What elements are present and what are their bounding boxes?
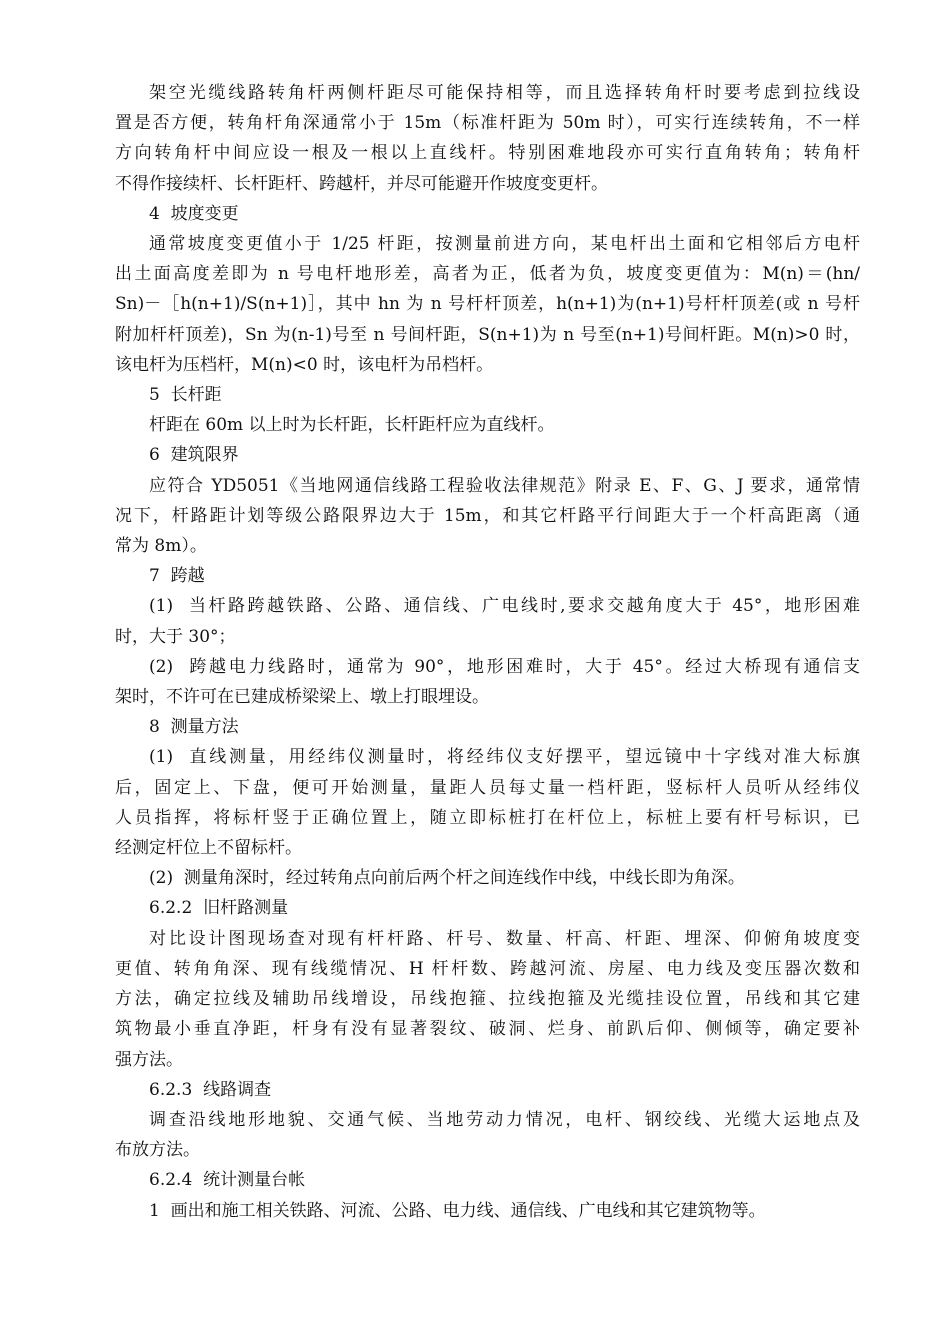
text-line: (1) 直线测量，用经纬仪测量时，将经纬仪支好摆平，望远镜中十字线对准大标旗 xyxy=(149,747,860,768)
section-heading xyxy=(115,1075,860,1105)
text-line: 时，大于 30°； xyxy=(115,626,236,647)
text-line: 6.2.3 线路调查 xyxy=(149,1079,272,1100)
body-paragraph xyxy=(115,1196,860,1226)
text-line: 应符合 YD5051《当地网通信线路工程验收法律规范》附录 E、F、G、J 要求，通常情 xyxy=(149,475,860,496)
body-paragraph xyxy=(115,410,860,440)
body-paragraph xyxy=(115,471,860,562)
text-line: 后，固定上、下盘，便可开始测量，量距人员每丈量一档杆距，竖标杆人员听从经纬仪 xyxy=(115,777,860,798)
text-line: 架空光缆线路转角杆两侧杆距尽可能保持相等，而且选择转角杆时要考虑到拉线设 xyxy=(149,83,860,103)
text-line: 方向转角杆中间应设一根及一根以上直线杆。特别困难地段亦可实行直角转角；转角杆 xyxy=(115,143,860,164)
text-line: 常为 8m）。 xyxy=(115,536,207,557)
text-line: (2) 测量角深时，经过转角点向前后两个杆之间连线作中线，中线长即为角深。 xyxy=(149,868,745,889)
section-heading xyxy=(115,199,860,229)
section-heading xyxy=(115,893,860,923)
text-line: 附加杆杆顶差)，Sn 为(n-1)号至 n 号间杆距，S(n+1)为 n 号至(n+1)号间杆距。M(n)>0 时， xyxy=(115,324,860,345)
text-line: 置是否方便，转角杆角深通常小于 15m（标准杆距为 50m 时），可实行连续转角，不一样 xyxy=(115,113,860,134)
text-line: (1) 当杆路跨越铁路、公路、通信线、广电线时,要求交越角度大于 45°，地形困难 xyxy=(149,596,860,617)
text-line: 出土面高度差即为 n 号电杆地形差，高者为正，低者为负，坡度变更值为：M(n)＝(hn/ xyxy=(115,264,860,285)
text-line: 7 跨越 xyxy=(149,566,205,587)
text-line: 况下，杆路距计划等级公路限界边大于 15m，和其它杆路平行间距大于一个杆高距离（通 xyxy=(115,505,860,526)
section-heading xyxy=(115,440,860,470)
section-heading xyxy=(115,712,860,742)
body-paragraph xyxy=(115,229,860,380)
text-line: 强方法。 xyxy=(115,1049,183,1070)
body-paragraph xyxy=(115,591,860,651)
section-heading xyxy=(115,561,860,591)
text-line: 5 长杆距 xyxy=(149,385,222,406)
text-line: 该电杆为压档杆，M(n)<0 时，该电杆为吊档杆。 xyxy=(115,354,494,375)
text-line: 4 坡度变更 xyxy=(149,203,239,224)
text-line: 1 画出和施工相关铁路、河流、公路、电力线、通信线、广电线和其它建筑物等。 xyxy=(149,1200,766,1221)
text-line: 布放方法。 xyxy=(115,1140,200,1161)
text-line: Sn)－［h(n+1)/S(n+1)］，其中 hn 为 n 号杆杆顶差，h(n+1)为(n+1)号杆杆顶差(或 n 号杆 xyxy=(115,294,860,315)
text-line: 杆距在 60m 以上时为长杆距，长杆距杆应为直线杆。 xyxy=(149,415,555,436)
text-line: 经测定杆位上不留标杆。 xyxy=(115,838,302,859)
text-line: 方法，确定拉线及辅助吊线增设，吊线抱箍、拉线抱箍及光缆挂设位置，吊线和其它建 xyxy=(115,989,860,1010)
text-line: 人员指挥，将标杆竖于正确位置上，随立即标桩打在杆位上，标桩上要有杆号标识，已 xyxy=(115,807,860,828)
body-paragraph xyxy=(115,652,860,712)
text-line: 更值、转角角深、现有线缆情况、H 杆杆数、跨越河流、房屋、电力线及变压器次数和 xyxy=(115,958,860,979)
body-paragraph xyxy=(115,1105,860,1165)
text-line: (2) 跨越电力线路时，通常为 90°，地形困难时，大于 45°。经过大桥现有通信支 xyxy=(149,656,860,677)
text-line: 通常坡度变更值小于 1/25 杆距，按测量前进方向，某电杆出土面和它相邻后方电杆 xyxy=(149,234,860,255)
text-line: 6.2.2 旧杆路测量 xyxy=(149,898,289,919)
document-page xyxy=(115,78,860,1226)
text-line: 调查沿线地形地貌、交通气候、当地劳动力情况，电杆、钢绞线、光缆大运地点及 xyxy=(149,1109,860,1130)
text-line: 架时，不许可在已建成桥梁梁上、墩上打眼埋设。 xyxy=(115,687,489,708)
section-heading xyxy=(115,1165,860,1195)
text-line: 筑物最小垂直净距，杆身有没有显著裂纹、破洞、烂身、前趴后仰、侧倾等，确定要补 xyxy=(115,1019,860,1040)
body-paragraph xyxy=(115,924,860,1075)
text-line: 6.2.4 统计测量台帐 xyxy=(149,1170,306,1191)
text-line: 不得作接续杆、长杆距杆、跨越杆，并尽可能避开作坡度变更杆。 xyxy=(115,173,608,194)
text-line: 8 测量方法 xyxy=(149,717,239,738)
text-line: 对比设计图现场查对现有杆杆路、杆号、数量、杆高、杆距、埋深、仰俯角坡度变 xyxy=(149,928,860,949)
section-heading xyxy=(115,380,860,410)
body-paragraph xyxy=(115,78,860,199)
text-line: 6 建筑限界 xyxy=(149,445,239,466)
body-paragraph xyxy=(115,742,860,863)
body-paragraph xyxy=(115,863,860,893)
